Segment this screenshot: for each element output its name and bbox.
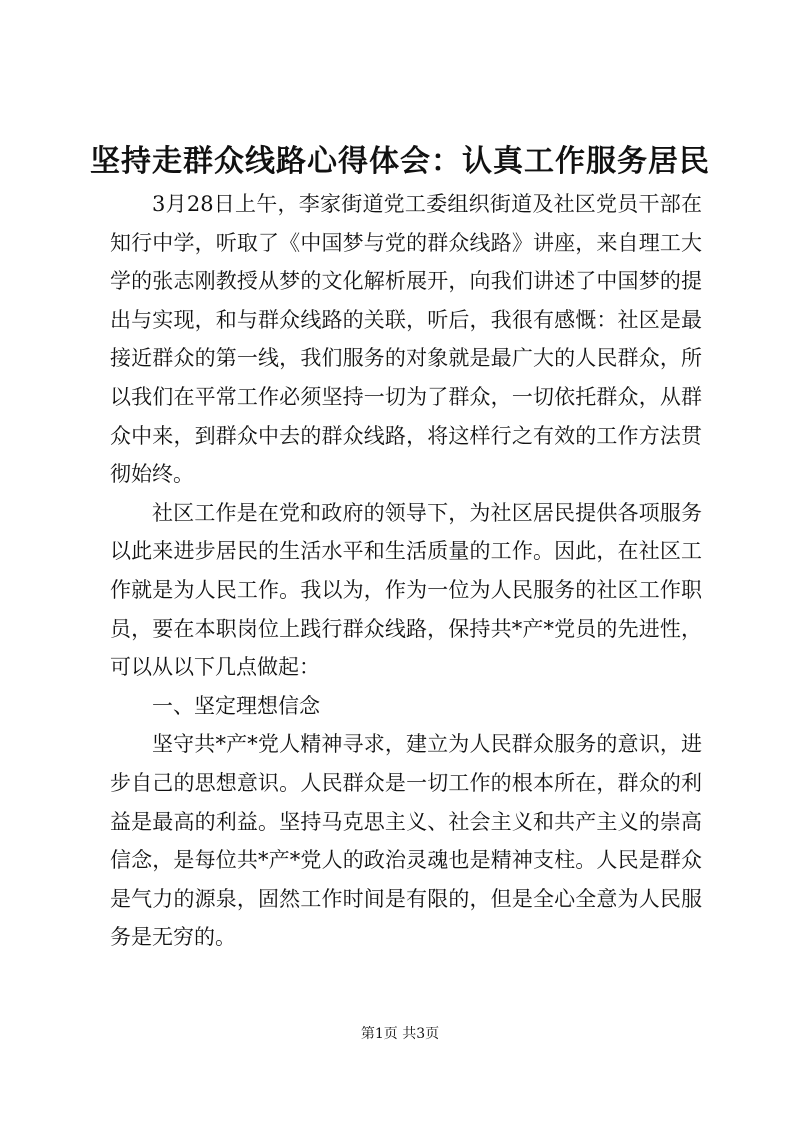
page-number-footer: 第1页 共3页 — [360, 1026, 440, 1042]
document-body — [110, 185, 702, 957]
paragraph-3: 坚守共*产*党人精神寻求，建立为人民群众服务的意识，进步自己的思想意识。人民群众是一切工作的根本所在，群众的利益是最高的利益。坚持马克思主义、社会主义和共产主义的崇高信念，是每位共*产*党人的政治灵魂也是精神支柱。人民是群众是气力的源泉，固然工作时间是有限的，但是全心全意为人民服务是无穷的。 — [110, 732, 702, 950]
paragraph-1: 3月28日上午，李家街道党工委组织街道及社区党员干部在知行中学，听取了《中国梦与党的群众线路》讲座，来自理工大学的张志刚教授从梦的文化解析展开，向我们讲述了中国梦的提出与实现，和与群众线路的关联，听后，我很有感慨：社区是最接近群众的第一线，我们服务的对象就是最广大的人民群众，所以我们在平常工作必须坚持一切为了群众，一切依托群众，从群众中来，到群众中去的群众线路，将这样行之有效的工作方法贯彻始终。 — [110, 192, 702, 487]
section-heading: 一、坚定理想信念 — [152, 693, 320, 718]
document-title: 坚持走群众线路心得体会：认真工作服务居民 — [90, 144, 710, 179]
paragraph-2: 社区工作是在党和政府的领导下，为社区居民提供各项服务以此来进步居民的生活水平和生活质量的工作。因此，在社区工作就是为人民工作。我以为，作为一位为人民服务的社区工作职员，要在本职岗位上践行群众线路，保持共*产*党员的先进性，可以从以下几点做起： — [110, 500, 702, 680]
